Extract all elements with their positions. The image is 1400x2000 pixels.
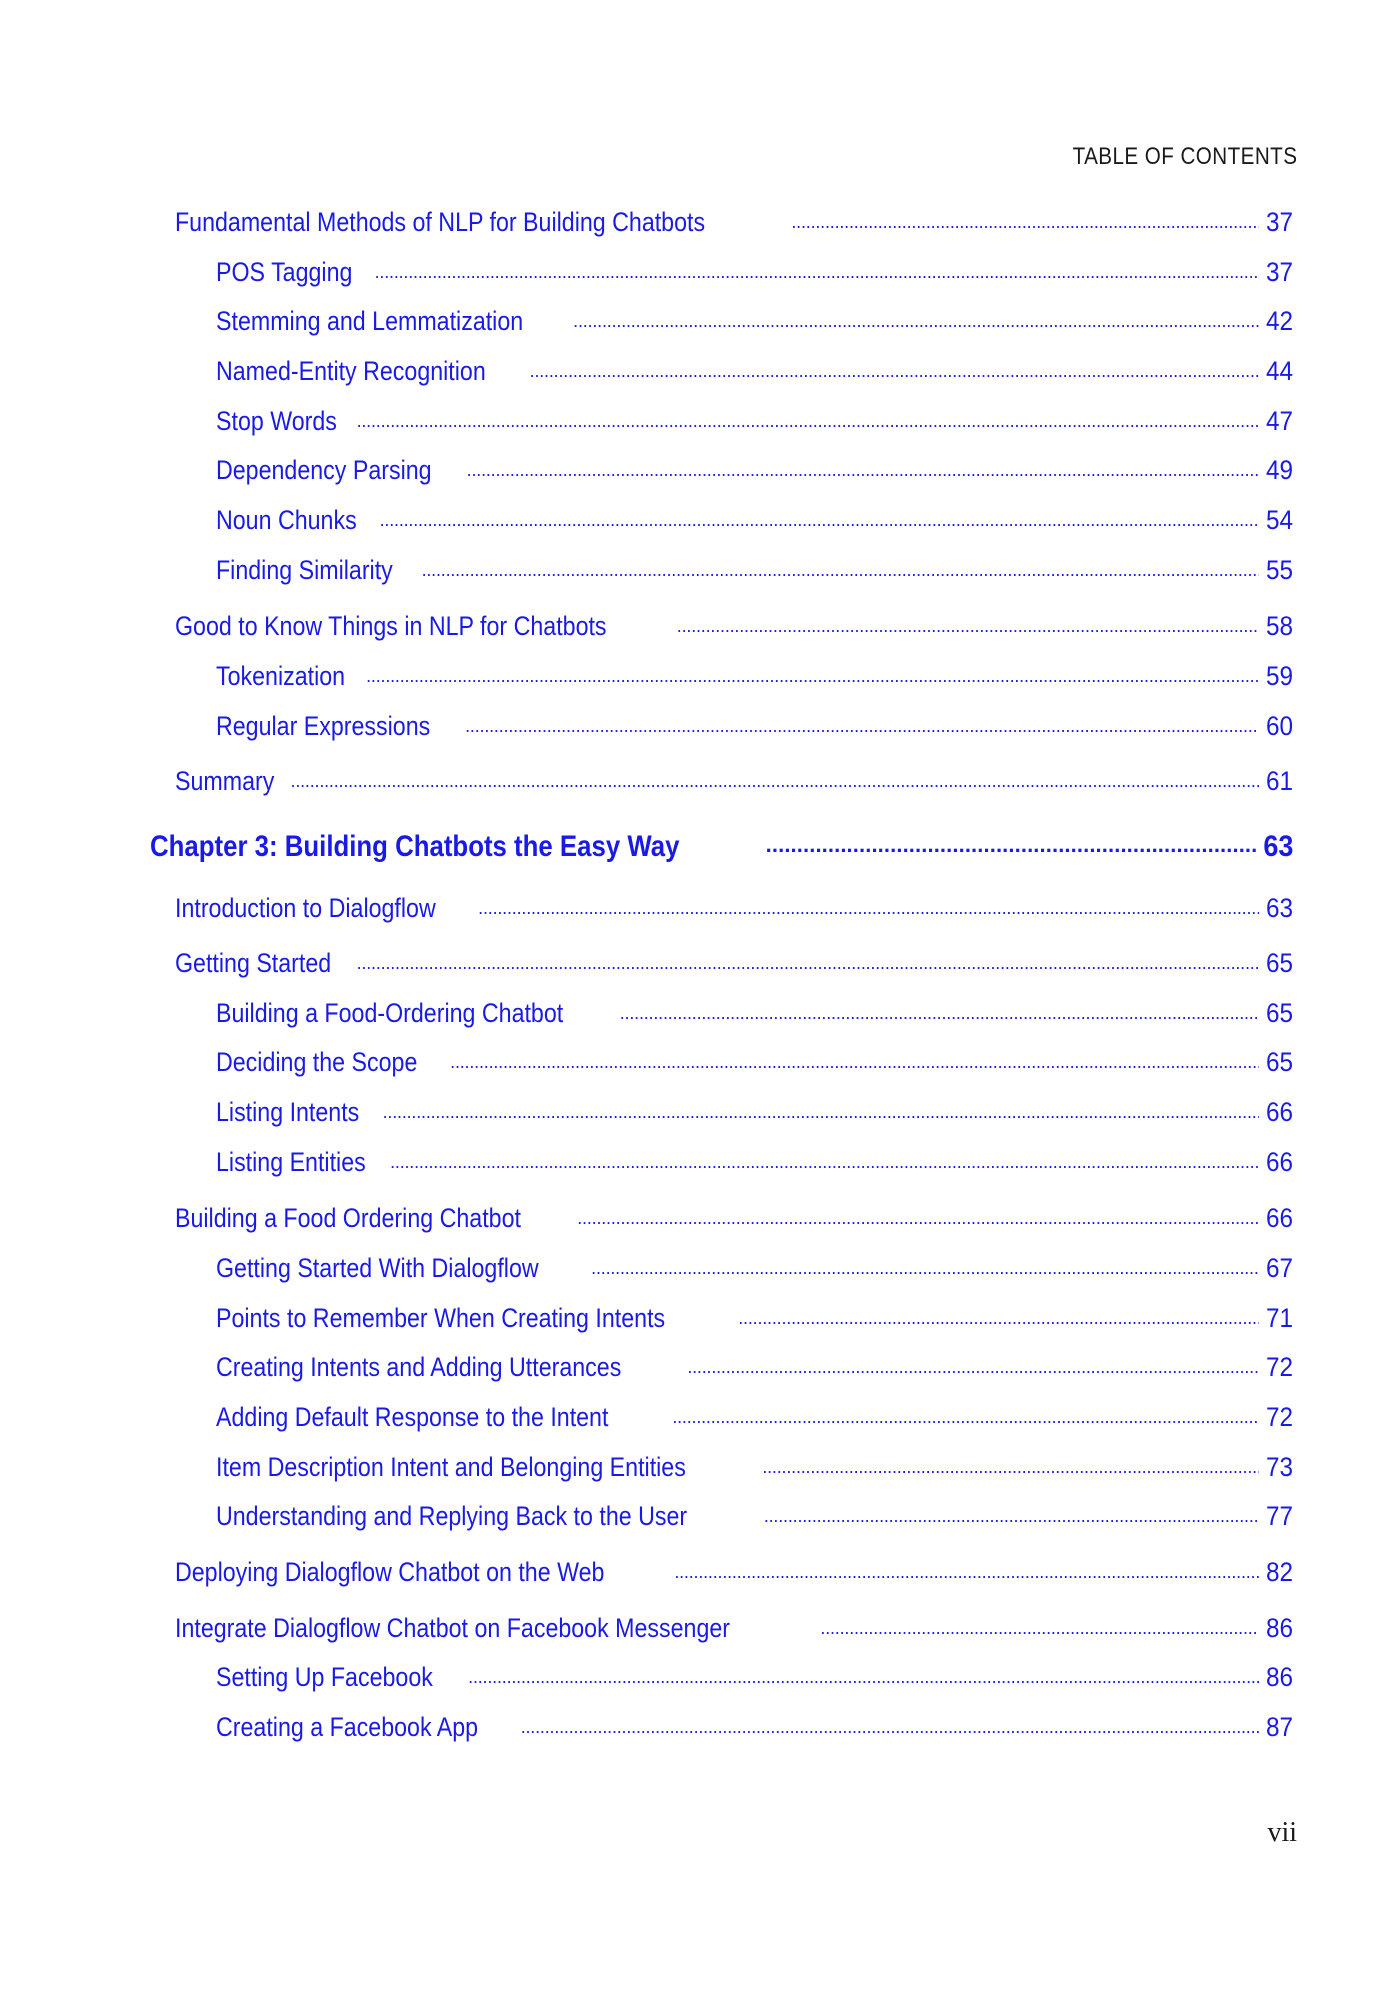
dot-leader	[620, 995, 1259, 1022]
toc-entry-page: 73	[1265, 1452, 1293, 1482]
dot-leader	[357, 945, 1259, 972]
toc-entry-page: 65	[1265, 948, 1293, 978]
dot-leader	[450, 1044, 1259, 1071]
dot-leader	[366, 658, 1259, 685]
toc-entry[interactable]	[175, 204, 1293, 238]
toc-entry[interactable]	[216, 552, 1293, 586]
toc-entry[interactable]	[216, 1349, 1293, 1383]
toc-entry-page: 66	[1265, 1147, 1293, 1177]
toc-entry-title: Adding Default Response to the Intent	[216, 1402, 609, 1432]
toc-entry-page: 71	[1265, 1303, 1293, 1333]
toc-entry-title: Finding Similarity	[216, 555, 393, 585]
dot-leader	[380, 502, 1259, 529]
running-header: TABLE OF CONTENTS	[1072, 143, 1297, 170]
toc-entry[interactable]	[216, 1094, 1293, 1128]
toc-entry[interactable]	[216, 1399, 1293, 1433]
toc-entry-title: Stemming and Lemmatization	[216, 306, 524, 336]
dot-leader	[521, 1709, 1259, 1736]
toc-entry-title: Getting Started With Dialogflow	[216, 1253, 539, 1283]
toc-entry-page: 72	[1265, 1402, 1293, 1432]
toc-entry-page: 72	[1265, 1352, 1293, 1382]
toc-entry-title: Summary	[175, 766, 275, 796]
toc-entry[interactable]	[216, 995, 1293, 1029]
dot-leader	[422, 552, 1259, 579]
toc-entry-title: Stop Words	[216, 406, 337, 436]
toc-entry[interactable]	[216, 1250, 1293, 1284]
dot-leader	[766, 826, 1256, 856]
toc-entry[interactable]	[216, 1659, 1293, 1693]
toc-entry[interactable]	[175, 608, 1293, 642]
dot-leader	[764, 1498, 1259, 1525]
toc-entry-title: Listing Entities	[216, 1147, 366, 1177]
dot-leader	[674, 1554, 1259, 1581]
dot-leader	[530, 353, 1259, 380]
dot-leader	[467, 452, 1259, 479]
toc-entry[interactable]	[175, 945, 1293, 979]
dot-leader	[820, 1610, 1259, 1637]
toc-entry[interactable]	[216, 1144, 1293, 1178]
toc-entry[interactable]	[175, 1554, 1293, 1588]
toc-entry-page: 65	[1265, 1047, 1293, 1077]
toc-entry-page: 66	[1265, 1097, 1293, 1127]
toc-entry[interactable]	[216, 254, 1293, 288]
toc-entry-title: Understanding and Replying Back to the User	[216, 1501, 688, 1531]
dot-leader	[383, 1094, 1259, 1121]
toc-entry-page: 42	[1265, 306, 1293, 336]
toc-entry[interactable]	[216, 1449, 1293, 1483]
toc-entry-title: Named-Entity Recognition	[216, 356, 486, 386]
dot-leader	[687, 1349, 1259, 1376]
toc-entry[interactable]	[216, 658, 1293, 692]
toc-entry-title: Building a Food Ordering Chatbot	[175, 1203, 521, 1233]
toc-entry-page: 58	[1265, 611, 1293, 641]
page-number: vii	[1267, 1817, 1297, 1848]
toc-entry-title: Creating Intents and Adding Utterances	[216, 1352, 622, 1382]
toc-entry-title: Good to Know Things in NLP for Chatbots	[175, 611, 607, 641]
toc-entry[interactable]	[175, 1610, 1293, 1644]
toc-entry[interactable]	[175, 763, 1293, 797]
dot-leader	[357, 403, 1259, 430]
toc-entry-title: Points to Remember When Creating Intents	[216, 1303, 666, 1333]
dot-leader	[375, 254, 1259, 281]
toc-entry-page: 54	[1265, 505, 1293, 535]
toc-entry-page: 65	[1265, 998, 1293, 1028]
toc-entry-page: 63	[1265, 893, 1293, 923]
toc-entry-title: Listing Intents	[216, 1097, 360, 1127]
dot-leader	[738, 1300, 1259, 1327]
toc-entry-title: Integrate Dialogflow Chatbot on Facebook Messenger	[175, 1613, 731, 1643]
toc-entry-title: POS Tagging	[216, 257, 353, 287]
dot-leader	[762, 1449, 1259, 1476]
dot-leader	[591, 1250, 1259, 1277]
toc-entry-page: 49	[1265, 455, 1293, 485]
dot-leader	[468, 1659, 1259, 1686]
toc-entry-page: 59	[1265, 661, 1293, 691]
toc-entry[interactable]	[175, 890, 1293, 924]
dot-leader	[573, 303, 1259, 330]
toc-entry-page: 86	[1265, 1662, 1293, 1692]
toc-entry[interactable]	[216, 1044, 1293, 1078]
toc-entry-page: 66	[1265, 1203, 1293, 1233]
toc-entry[interactable]	[216, 1709, 1293, 1743]
toc-entry-title: Building a Food-Ordering Chatbot	[216, 998, 564, 1028]
toc-entry[interactable]	[216, 452, 1293, 486]
toc-entry[interactable]	[216, 708, 1293, 742]
toc-entry-page: 55	[1265, 555, 1293, 585]
toc-entry-page: 82	[1265, 1557, 1293, 1587]
toc-entry-title: Creating a Facebook App	[216, 1712, 479, 1742]
dot-leader	[577, 1200, 1259, 1227]
toc-entry[interactable]	[175, 1200, 1293, 1234]
toc-entry[interactable]	[216, 353, 1293, 387]
toc-entry-title: Noun Chunks	[216, 505, 357, 535]
toc-entry-title: Tokenization	[216, 661, 346, 691]
toc-chapter-page: 63	[1262, 830, 1293, 863]
toc-entry-title: Item Description Intent and Belonging Entities	[216, 1452, 686, 1482]
toc-entry[interactable]	[216, 1300, 1293, 1334]
toc-entry-page: 37	[1265, 207, 1293, 237]
toc-entry[interactable]	[216, 502, 1293, 536]
toc-entry-page: 37	[1265, 257, 1293, 287]
toc-entry-page: 67	[1265, 1253, 1293, 1283]
toc-entry-page: 86	[1265, 1613, 1293, 1643]
toc-entry-title: Introduction to Dialogflow	[175, 893, 436, 923]
toc-entry-page: 47	[1265, 406, 1293, 436]
toc-entry-title: Dependency Parsing	[216, 455, 432, 485]
toc-entry-title: Deciding the Scope	[216, 1047, 418, 1077]
toc-entry-title: Regular Expressions	[216, 711, 431, 741]
toc-entry-page: 60	[1265, 711, 1293, 741]
toc-entry-page: 77	[1265, 1501, 1293, 1531]
toc-chapter-entry[interactable]	[150, 826, 1293, 864]
dot-leader	[672, 1399, 1259, 1426]
toc-entry-title: Deploying Dialogflow Chatbot on the Web	[175, 1557, 605, 1587]
dot-leader	[465, 708, 1259, 735]
dot-leader	[478, 890, 1259, 917]
dot-leader	[291, 763, 1259, 790]
toc-entry[interactable]	[216, 403, 1293, 437]
dot-leader	[390, 1144, 1259, 1171]
toc-entry-title: Getting Started	[175, 948, 332, 978]
dot-leader	[791, 204, 1259, 231]
toc-entry-page: 61	[1265, 766, 1293, 796]
toc-chapter-title: Chapter 3: Building Chatbots the Easy Way	[150, 830, 680, 863]
toc-entry-page: 44	[1265, 356, 1293, 386]
toc-entry-title: Setting Up Facebook	[216, 1662, 433, 1692]
dot-leader	[677, 608, 1259, 635]
toc-entry[interactable]	[216, 303, 1293, 337]
toc-entry[interactable]	[216, 1498, 1293, 1532]
toc-entry-title: Fundamental Methods of NLP for Building Chatbots	[175, 207, 706, 237]
toc-entry-page: 87	[1265, 1712, 1293, 1742]
